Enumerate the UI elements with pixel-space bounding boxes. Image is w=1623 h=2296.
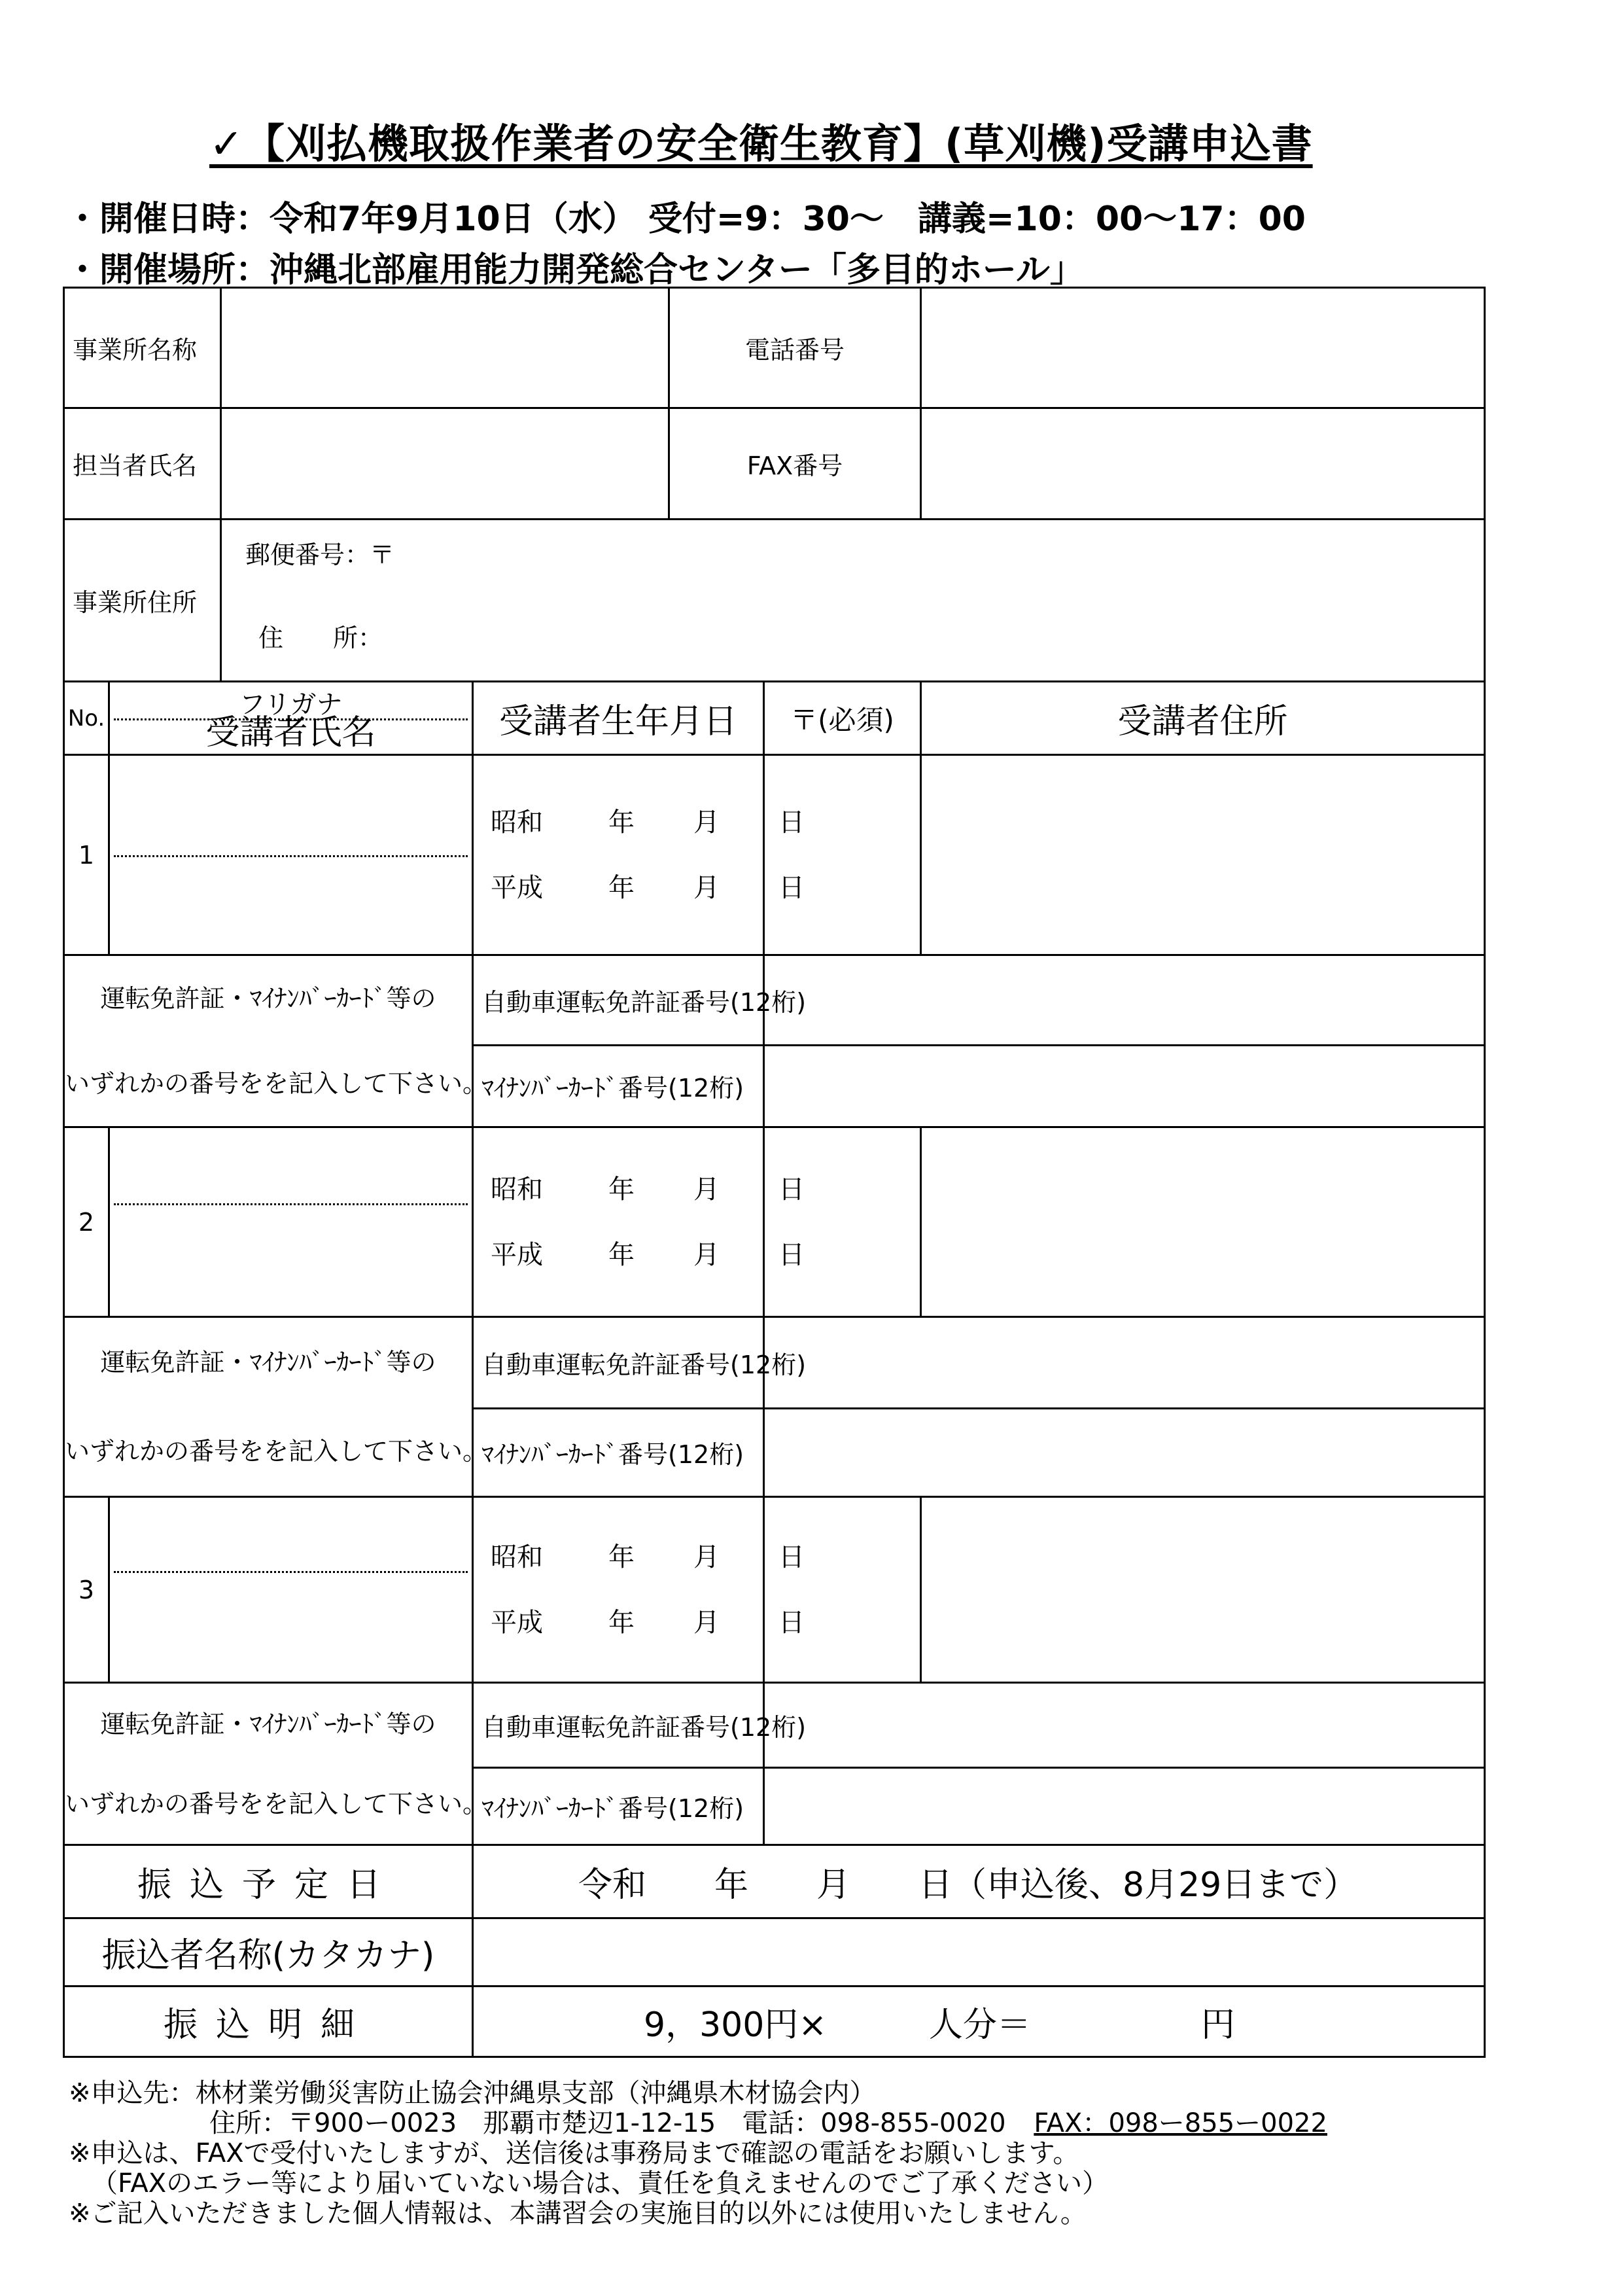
showa-row: 昭和 年 月 日 xyxy=(491,807,805,838)
payment-date-label: 振込予定日 xyxy=(64,1845,473,1918)
header-birthdate: 受講者生年月日 xyxy=(473,682,764,755)
furigana-divider xyxy=(114,1571,468,1573)
license-note-1: 運転免許証・ﾏｲﾅﾝﾊﾞｰｶｰﾄﾞ等の いずれかの番号をを記入して下さい。 xyxy=(64,955,473,1127)
driver-license-label-1: 自動車運転免許証番号(12桁) xyxy=(473,955,764,1046)
attendee-1-name-field[interactable] xyxy=(109,755,473,955)
postal-code-label: 郵便番号：〒 xyxy=(245,540,395,569)
attendee-3-address-field[interactable] xyxy=(921,1497,1485,1683)
attendee-2-address-field[interactable] xyxy=(921,1127,1485,1317)
contact-person-field[interactable] xyxy=(221,408,669,520)
footer-fax-error-note: （FAXのエラー等により届いていない場合は、責任を負えませんのでご了承ください） xyxy=(92,2168,1109,2199)
mynumber-label-1: ﾏｲﾅﾝﾊﾞｰｶｰﾄﾞ番号(12桁) xyxy=(473,1045,764,1127)
driver-license-field-2[interactable] xyxy=(764,1317,1485,1409)
payment-detail-label: 振込明細 xyxy=(64,1987,473,2057)
mynumber-field-3[interactable] xyxy=(764,1768,1485,1845)
phone-label: 電話番号 xyxy=(669,288,921,408)
attendee-3-name-field[interactable] xyxy=(109,1497,473,1683)
footer-contact xyxy=(209,2108,1327,2138)
footer-fax-note: ※申込は、FAXで受付いたしますが、送信後は事務局まで確認の電話をお願いします。 xyxy=(69,2138,1079,2168)
attendee-1-birthdate-field[interactable] xyxy=(473,755,805,955)
address-line-label: 住 所： xyxy=(258,624,383,652)
showa-row: 昭和 年 月 日 xyxy=(491,1542,805,1572)
heisei-row: 平成 年 月 日 xyxy=(491,1239,805,1270)
contact-person-label: 担当者氏名 xyxy=(64,408,221,520)
header-no: No. xyxy=(64,682,109,755)
phone-field[interactable] xyxy=(921,288,1485,408)
footer-privacy-note: ※ご記入いただきました個人情報は、本講習会の実施目的以外には使用いたしません。 xyxy=(69,2199,1087,2229)
driver-license-field-1[interactable] xyxy=(764,955,1485,1046)
heisei-row: 平成 年 月 日 xyxy=(491,872,805,903)
attendee-2-name-field[interactable] xyxy=(109,1127,473,1317)
mynumber-label-3: ﾏｲﾅﾝﾊﾞｰｶｰﾄﾞ番号(12桁) xyxy=(473,1768,764,1845)
payment-date-field[interactable]: 令和 年 月 日（申込後、8月29日まで） xyxy=(473,1845,1485,1918)
company-name-field[interactable] xyxy=(221,288,669,408)
company-address-field[interactable] xyxy=(221,520,1485,682)
payer-name-field[interactable] xyxy=(473,1918,1485,1987)
mynumber-field-1[interactable] xyxy=(764,1045,1485,1127)
footer-address-phone: 住所：〒900ー0023 那覇市楚辺1-12-15 電話：098-855-0020 xyxy=(209,2108,1006,2138)
header-name-cell xyxy=(109,682,473,755)
driver-license-field-3[interactable] xyxy=(764,1683,1485,1768)
page-title: ✓【刈払機取扱作業者の安全衛生教育】(草刈機)受講申込書 xyxy=(209,120,1313,168)
mynumber-field-2[interactable] xyxy=(764,1408,1485,1496)
driver-license-label-3: 自動車運転免許証番号(12桁) xyxy=(473,1683,764,1768)
application-form-table xyxy=(63,287,1486,2058)
license-note-2: 運転免許証・ﾏｲﾅﾝﾊﾞｰｶｰﾄﾞ等の いずれかの番号をを記入して下さい。 xyxy=(64,1317,473,1497)
driver-license-label-2: 自動車運転免許証番号(12桁) xyxy=(473,1317,764,1409)
payer-name-label: 振込者名称(カタカナ) xyxy=(64,1918,473,1987)
event-date-line: ・開催日時：令和7年9月10日（水） 受付=9：30～ 講義=10：00～17：00 xyxy=(65,200,1306,239)
footer-fax: FAX：098ー855ー0022 xyxy=(1034,2108,1327,2138)
attendee-2-no: 2 xyxy=(64,1127,109,1317)
showa-row: 昭和 年 月 日 xyxy=(491,1174,805,1205)
heisei-row: 平成 年 月 日 xyxy=(491,1607,805,1638)
payment-detail-field[interactable]: 9，300円× 人分＝ 円 xyxy=(473,1987,1485,2057)
fax-field[interactable] xyxy=(921,408,1485,520)
attendee-3-no: 3 xyxy=(64,1497,109,1683)
attendee-2-birthdate-field[interactable] xyxy=(473,1127,805,1317)
attendee-1-address-field[interactable] xyxy=(921,755,1485,955)
footer-apply-to: ※申込先：林材業労働災害防止協会沖縄県支部（沖縄県木材協会内） xyxy=(69,2078,876,2108)
company-name-label: 事業所名称 xyxy=(64,288,221,408)
furigana-divider xyxy=(114,855,468,857)
header-postal: 〒(必須) xyxy=(764,682,921,755)
furigana-divider xyxy=(114,1203,468,1205)
event-venue-line: ・開催場所：沖縄北部雇用能力開発総合センター「多目的ホール」 xyxy=(65,251,1084,290)
header-name: 受講者氏名 xyxy=(205,713,376,752)
fax-label: FAX番号 xyxy=(669,408,921,520)
company-address-label: 事業所住所 xyxy=(64,520,221,682)
header-address: 受講者住所 xyxy=(921,682,1485,755)
license-note-3: 運転免許証・ﾏｲﾅﾝﾊﾞｰｶｰﾄﾞ等の いずれかの番号をを記入して下さい。 xyxy=(64,1683,473,1845)
attendee-1-no: 1 xyxy=(64,755,109,955)
attendee-3-birthdate-field[interactable] xyxy=(473,1497,805,1683)
mynumber-label-2: ﾏｲﾅﾝﾊﾞｰｶｰﾄﾞ番号(12桁) xyxy=(473,1408,764,1496)
header-furigana: フリガナ xyxy=(239,690,343,720)
